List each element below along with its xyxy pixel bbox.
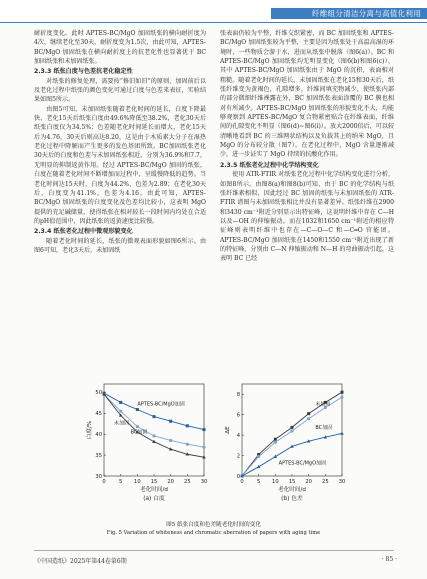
y-tick-label: 0 xyxy=(236,473,240,480)
x-tick-label: 30 xyxy=(200,479,208,485)
data-point xyxy=(136,425,139,428)
series-line xyxy=(242,433,342,476)
journal-issue: 《中国造纸》2025年第44卷第6期 xyxy=(34,558,127,565)
y-tick-label: 6 xyxy=(236,412,240,419)
data-point xyxy=(186,443,189,446)
y-tick-label: 35 xyxy=(95,452,102,459)
x-axis-label: 老化时间/d xyxy=(278,487,306,493)
data-point xyxy=(136,408,139,411)
subfigure-label: (b) 色差 xyxy=(281,496,303,502)
data-point xyxy=(307,412,310,415)
y-tick-label: 30 xyxy=(95,473,102,480)
x-tick-label: 20 xyxy=(305,479,312,485)
data-point xyxy=(291,426,294,429)
series-label: BC加固 xyxy=(315,424,333,431)
y-tick-label: 50 xyxy=(95,390,102,397)
x-tick-label: 10 xyxy=(272,479,279,485)
data-point xyxy=(203,428,206,431)
section-heading-2-3-5: 2.3.5 纸张老化过程中化学结构变化 xyxy=(220,161,319,169)
paragraph: 耐折度变化。此时 APTES-BC/MgO 加固纸张的横向耐折度为4次，继续老化至30天，耐折度变为1.5次，由此可知，APTES-BC/MgO 加固纸张在横向耐折度上的抗老化性也显著优于 BC 加固纸张和未加固纸张。 xyxy=(34,30,206,66)
y-axis-label: ΔE xyxy=(225,426,231,434)
x-tick-label: 25 xyxy=(184,479,191,485)
subfigure-label: (a) 白度 xyxy=(143,496,165,502)
data-point xyxy=(169,439,172,442)
footer-rule xyxy=(34,550,394,551)
section-heading-2-3-3: 2.3.3 纸张白度与色差抗老化稳定性 xyxy=(34,68,133,76)
x-tick-label: 5 xyxy=(257,479,261,485)
y-tick-label: 2 xyxy=(236,453,240,460)
data-point xyxy=(307,417,310,420)
x-tick-label: 0 xyxy=(240,479,244,485)
paragraph: 随着老化时间的延长，纸张的微观表面形貌如图6所示。由图6可知，老化3天后，未加固纸 xyxy=(34,237,206,254)
data-point xyxy=(274,441,277,444)
data-point xyxy=(341,391,344,394)
paragraph: 对纸张的修复处理，需要按“修旧如旧”的原则，加固前后以及老化过程中纸张的颜色变化可通过白度与色差来表征，实验结果如图5所示。 xyxy=(34,77,206,104)
x-tick-label: 25 xyxy=(322,479,329,485)
figure-5 xyxy=(82,376,352,516)
data-point xyxy=(186,424,189,427)
figure-5-charts xyxy=(82,376,352,516)
x-axis-label: 老化时间/d xyxy=(140,487,168,493)
series-label: 未加固 xyxy=(315,401,331,408)
data-point xyxy=(119,401,122,404)
data-point xyxy=(153,415,156,418)
x-tick-label: 5 xyxy=(119,479,123,485)
series-label: 未加固 xyxy=(114,420,130,427)
y-tick-label: 40 xyxy=(95,431,102,438)
y-tick-label: 4 xyxy=(236,432,240,439)
series-label: BC加固 xyxy=(130,429,148,436)
x-tick-label: 15 xyxy=(150,479,158,485)
series-label: APTES-BC/MgO加固 xyxy=(137,401,185,408)
y-tick-label: 8 xyxy=(236,392,240,399)
data-point xyxy=(202,446,205,449)
paragraph: 张表面仍较为平整，纤维交织紧密，而 BC 加固纸张和 APTES-BC/MgO 加固纸张较为平整，主要是因为纸张处于高温高湿的环境时，一些物质会游于水，进而从纸张中脱落（图6(a)）。BC 和 APTES-BC/MgO 加固纸张均无明显变化（图6(b)和图6(c)），其中 APTES-BC/MgO 加固纸张由于 MgO 的沉积，表面相对粗糙。随着老化时间的延长，未加固纸张在老化15和30天后，纸张纤维变为黄褐色，孔隙增多，纤维间填充物减少，使纸张内部的部分微细纤维裸露在外，BC 加固纸张表面涂覆的 BC 膜也相对有所减少。APTES-BC/MgO 加固纸张的形貌变化不大，均能够观察到 APTES-BC/MgO 复合物紧密贴合在纤维表面，纤维间的孔隙变化不明显（图6(d)~图6(i)）。放大2000倍后，可以较清晰地看到 BC 的三维网状结构以及负载其上的纳米 MgO，且 MgO 的分布较分散（图7）。在老化过程中，MgO 含量逐渐减少，进一步证实了 MgO 持续的抗酸化作用。 xyxy=(220,30,394,159)
x-tick-label: 15 xyxy=(288,479,296,485)
data-point xyxy=(169,420,172,423)
data-point xyxy=(119,410,122,413)
x-tick-label: 0 xyxy=(102,479,106,485)
data-point xyxy=(152,434,155,437)
plot-frame-a xyxy=(104,384,204,476)
right-column xyxy=(220,29,394,264)
paragraph: 由图5可知，未加固纸张随着老化时间的延长，白度下降最快，老化15天后纸张白度由49.6%降低至38.2%，老化30天后纸张白度仅为34.5%；色差随老化时间延长而增大，老化15天后为4.76，30天后则高达8.20，这是由于木质素大分子在湿热老化过程中降解而产生更多的发色基团所致。BC加固纸张老化30天后的白度和色差与未加固纸张相近，分别为36.9%和7.7，无明显的抑制返黄作用。经过 APTES-BC/MgO 加固的纸张，白度在随着老化时间不断增加而过程中，呈缓慢降低的趋势。当老化时间达15天时，白度为44.2%，色差为2.89；在老化30天后，白度变为41.1%，色差为4.16。由此可知，APTES-BC/MgO 加固纸张的白度变化及色差均比较小，这表明 MgO 提供的充足碱储量，使得纸张在相对较长一段时间内均处在合适的pH值范围中，因此纸张的返黄速度比较慢。 xyxy=(34,105,206,225)
journal-section-title: 纤维组分清洁分离与高值化利用 xyxy=(311,9,421,18)
figure-caption-cn: 图5 纸张白度和色差随老化时间的变化 xyxy=(166,522,261,528)
left-column xyxy=(34,29,206,255)
x-tick-label: 10 xyxy=(134,479,141,485)
section-heading-2-3-4: 2.3.4 纸张老化过程中微观形貌变化 xyxy=(34,228,133,236)
header-rule xyxy=(0,22,427,23)
data-point xyxy=(257,455,260,458)
data-point xyxy=(340,396,343,399)
page-number: · 85 · xyxy=(381,556,397,563)
figure-caption-en: Fig. 5 Variation of whiteness and chromatic aberration of papers with aging time xyxy=(106,530,321,536)
y-tick-label: 45 xyxy=(95,411,102,418)
data-point xyxy=(340,432,344,435)
series-label: APTES-BC/MgO加固 xyxy=(278,460,327,467)
x-tick-label: 30 xyxy=(338,479,346,485)
paragraph: 使用 ATR-FTIR 对纸张老化过程中化学结构变化进行分析，如图8所示。由图8(a)和图8(b)可知，由于 BC 的化学结构与纸张纤维素相似，因此经过 BC 加固的纸张与未加固纸张的 ATR-FTIR 谱图与未加固纸张相比并没有显著差异。纸张纤维在2900和3430 cm⁻¹附近分别显示出特征峰，这说明纤维中存在 C—H 以及—OH 的伸缩振动。而在1032和1650 cm⁻¹附近的相应特征峰则表明纤维中也存在—C—O—C 和—C═O 官能团。APTES-BC/MgO 加固纸张在1450和1550 cm⁻¹附近出现了新的特征峰，分别由 C—N 伸缩振动和 N—H 的弯曲振动引起，这表明 BC 已经 xyxy=(220,171,394,263)
data-point xyxy=(290,429,293,432)
data-point xyxy=(274,438,277,441)
y-axis-label: 白度/% xyxy=(87,420,93,440)
x-tick-label: 20 xyxy=(167,479,174,485)
